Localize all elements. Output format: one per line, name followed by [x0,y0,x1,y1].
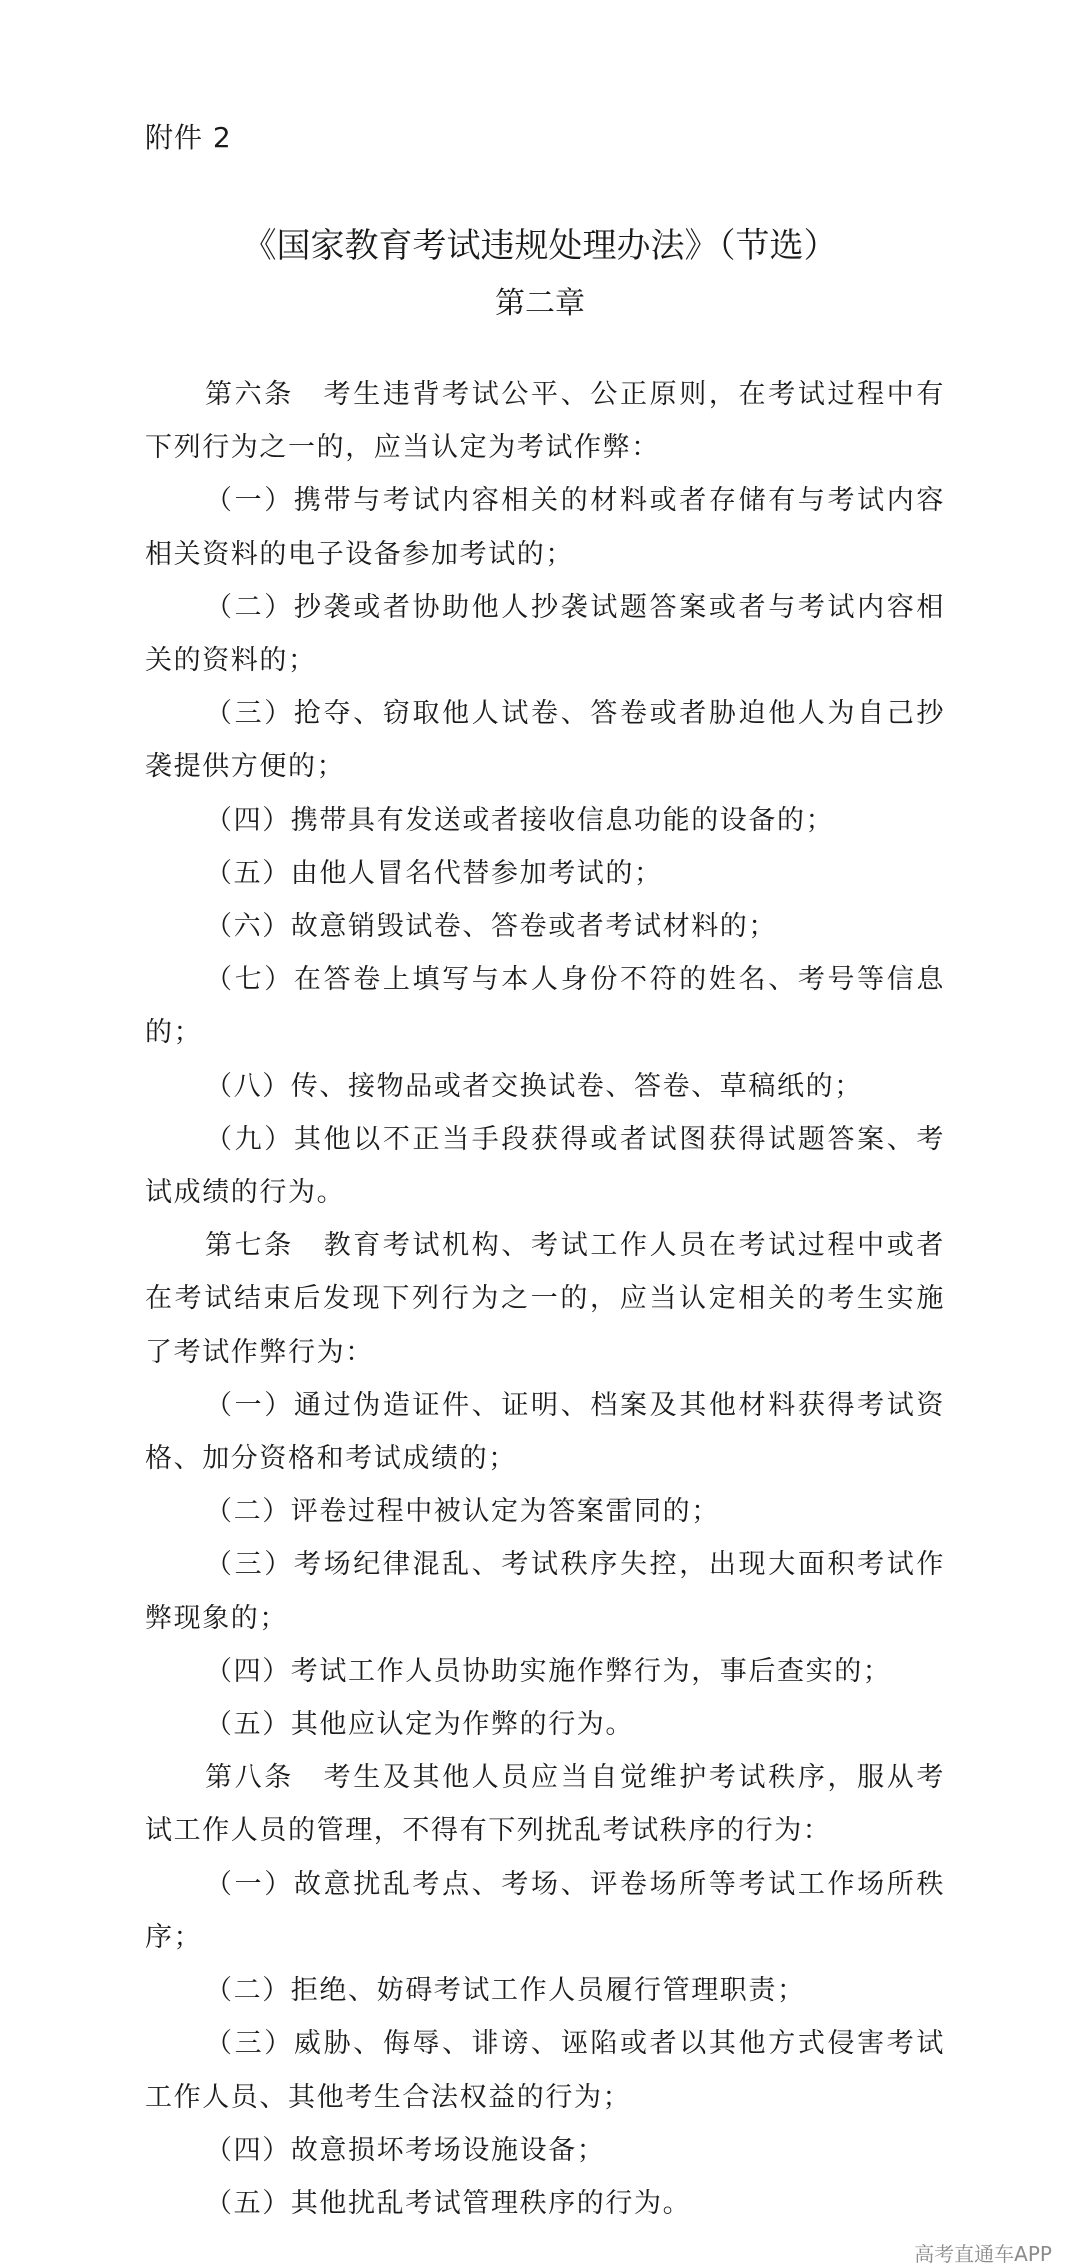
paragraph-item: （五）其他应认定为作弊的行为。 [205,1709,634,1741]
chapter-heading: 第二章 [495,286,585,321]
paragraph-article-7: 第七条 教育考试机构、考试工作人员在考试过程中或者在考试结束后发现下列行为之一的，应当认定相关的考生实施了考试作弊行为： [145,1230,945,1368]
watermark-text: 高考直通车APP [914,2242,1052,2266]
paragraph-item: （四）携带具有发送或者接收信息功能的设备的； [205,804,835,836]
paragraph-item: （九）其他以不正当手段获得或者试图获得试题答案、考试成绩的行为。 [145,1123,945,1209]
paragraph-item: （五）其他扰乱考试管理秩序的行为。 [205,2187,692,2219]
paragraph-item: （四）考试工作人员协助实施作弊行为，事后查实的； [205,1655,892,1687]
paragraph-item: （六）故意销毁试卷、答卷或者考试材料的； [205,911,777,943]
paragraph-item: （八）传、接物品或者交换试卷、答卷、草稿纸的； [205,1070,863,1102]
paragraph-item: （二）抄袭或者协助他人抄袭试题答案或者与考试内容相关的资料的； [145,591,945,677]
paragraph-item: （一）通过伪造证件、证明、档案及其他材料获得考试资格、加分资格和考试成绩的； [145,1389,945,1475]
document-body [145,368,945,2230]
paragraph-item: （七）在答卷上填写与本人身份不符的姓名、考号等信息的； [145,964,945,1049]
paragraph-item: （三）威胁、侮辱、诽谤、诬陷或者以其他方式侵害考试工作人员、其他考生合法权益的行为； [145,2028,945,2113]
paragraph-article-8: 第八条 考生及其他人员应当自觉维护考试秩序，服从考试工作人员的管理，不得有下列扰乱考试秩序的行为： [145,1762,945,1847]
paragraph-item: （一）携带与考试内容相关的材料或者存储有与考试内容相关资料的电子设备参加考试的； [145,485,945,570]
paragraph-item: （一）故意扰乱考点、考场、评卷场所等考试工作场所秩序； [145,1868,945,1953]
paragraph-item: （二）拒绝、妨碍考试工作人员履行管理职责； [205,1975,806,2007]
attachment-label: 附件 2 [145,121,232,154]
paragraph-item: （三）抢夺、窃取他人试卷、答卷或者胁迫他人为自己抄袭提供方便的； [145,698,945,783]
paragraph-article-6: 第六条 考生违背考试公平、公正原则，在考试过程中有下列行为之一的，应当认定为考试作弊： [145,379,945,464]
document-title: 《国家教育考试违规处理办法》（节选） [242,226,838,266]
paragraph-item: （三）考场纪律混乱、考试秩序失控，出现大面积考试作弊现象的； [145,1549,945,1634]
paragraph-item: （五）由他人冒名代替参加考试的； [205,857,663,889]
paragraph-item: （四）故意损坏考场设施设备； [205,2134,606,2166]
paragraph-item: （二）评卷过程中被认定为答案雷同的； [205,1496,720,1528]
